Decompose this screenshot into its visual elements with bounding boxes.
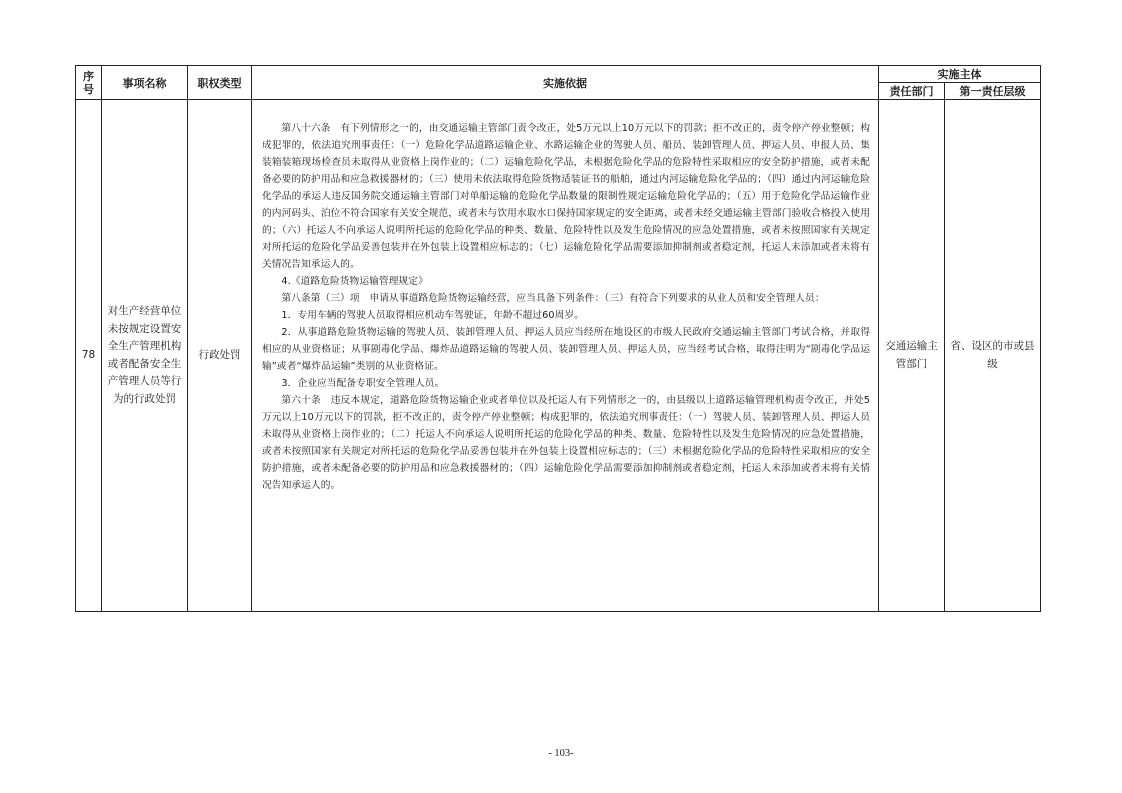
basis-paragraph: 第六十条 违反本规定，道路危险货物运输企业或者单位以及托运人有下列情形之一的，由县级以上道路运输管理机构责令改正，并处5万元以上10万元以下的罚款，拒不改正的，责令停产停业整顿；构成犯罪的，依法追究刑事责任：（一）驾驶人员、装卸管理人员、押运人员未取得从业资格上岗作业的；（二）托运人不向承运人说明所托运的危险化学品的种类、数量、危险特性以及发生危险情况的应急处置措施，或者未按照国家有关规定对所托运的危险化学品妥善包装并在外包装上设置相应标志的；（三）未根据危险化学品的危险特性采取相应的安全防护措施，或者未配备必要的防护用品和应急救援器材的；（四）运输危险化学品需要添加抑制剂或者稳定剂，托运人未添加或者未将有关情况告知承运人的。: [262, 395, 870, 491]
header-power-type: 职权类型: [188, 66, 252, 100]
row-item-name: 对生产经营单位未按规定设置安全生产管理机构或者配备安全生产管理人员等行为的行政处罚: [102, 100, 188, 612]
basis-text: [252, 100, 878, 494]
basis-paragraph: 2．从事道路危险货物运输的驾驶人员、装卸管理人员、押运人员应当经所在地设区的市级人民政府交通运输主管部门考试合格，并取得相应的从业资格证；从事剧毒化学品、爆炸品道路运输的驾驶人员、装卸管理人员、押运人员，应当经考试合格，取得注明为“剧毒化学品运输”或者“爆炸品运输”类别的从业资格证。: [262, 327, 870, 372]
basis-paragraph: 4.《道路危险货物运输管理规定》: [281, 276, 428, 287]
basis-paragraph: 1．专用车辆的驾驶人员取得相应机动车驾驶证，年龄不超过60周岁。: [281, 310, 585, 321]
basis-paragraph: 第八条第（三）项 申请从事道路危险货物运输经营，应当具备下列条件：（三）有符合下列要求的从业人员和安全管理人员：: [281, 293, 825, 304]
header-item-name: 事项名称: [102, 66, 188, 100]
enforcement-table: [75, 65, 1041, 612]
row-basis: [252, 100, 879, 612]
header-level: 第一责任层级: [945, 83, 1041, 100]
basis-paragraph: 第八十六条 有下列情形之一的，由交通运输主管部门责令改正，处5万元以上10万元以下的罚款；拒不改正的，责令停产停业整顿；构成犯罪的，依法追究刑事责任：（一）危险化学品道路运输企业、水路运输企业的驾驶人员、船员、装卸管理人员、押运人员、申报人员、集装箱装箱现场检查员未取得从业资格上岗作业的；（二）运输危险化学品，未根据危险化学品的危险特性采取相应的安全防护措施，或者未配备必要的防护用品和应急救援器材的；（三）使用未依法取得危险货物适装证书的船舶，通过内河运输危险化学品的；（四）通过内河运输危险化学品的承运人违反国务院交通运输主管部门对单船运输的危险化学品数量的限制性规定运输危险化学品的；（五）用于危险化学品运输作业的内河码头、泊位不符合国家有关安全规范，或者未与饮用水取水口保持国家规定的安全距离，或者未经交通运输主管部门验收合格投入使用的；（六）托运人不向承运人说明所托运的危险化学品的种类、数量、危险特性以及发生危险情况的应急处置措施，或者未按照国家有关规定对所托运的危险化学品妥善包装并在外包装上设置相应标志的；（七）运输危险化学品需要添加抑制剂或者稳定剂，托运人未添加或者未将有关情况告知承运人的。: [262, 123, 870, 270]
header-entity: 实施主体: [879, 66, 1041, 83]
row-seq: 78: [76, 100, 102, 612]
table-row: [76, 100, 1041, 612]
row-level: 省、设区的市或县级: [945, 100, 1041, 612]
header-seq: 序号: [76, 66, 102, 100]
row-dept: 交通运输主管部门: [879, 100, 945, 612]
table-header-row: [76, 66, 1041, 83]
row-power-type: 行政处罚: [188, 100, 252, 612]
header-dept: 责任部门: [879, 83, 945, 100]
basis-paragraph: 3．企业应当配备专职安全管理人员。: [281, 378, 445, 389]
page-number: - 103-: [548, 748, 574, 759]
header-basis: 实施依据: [252, 66, 879, 100]
